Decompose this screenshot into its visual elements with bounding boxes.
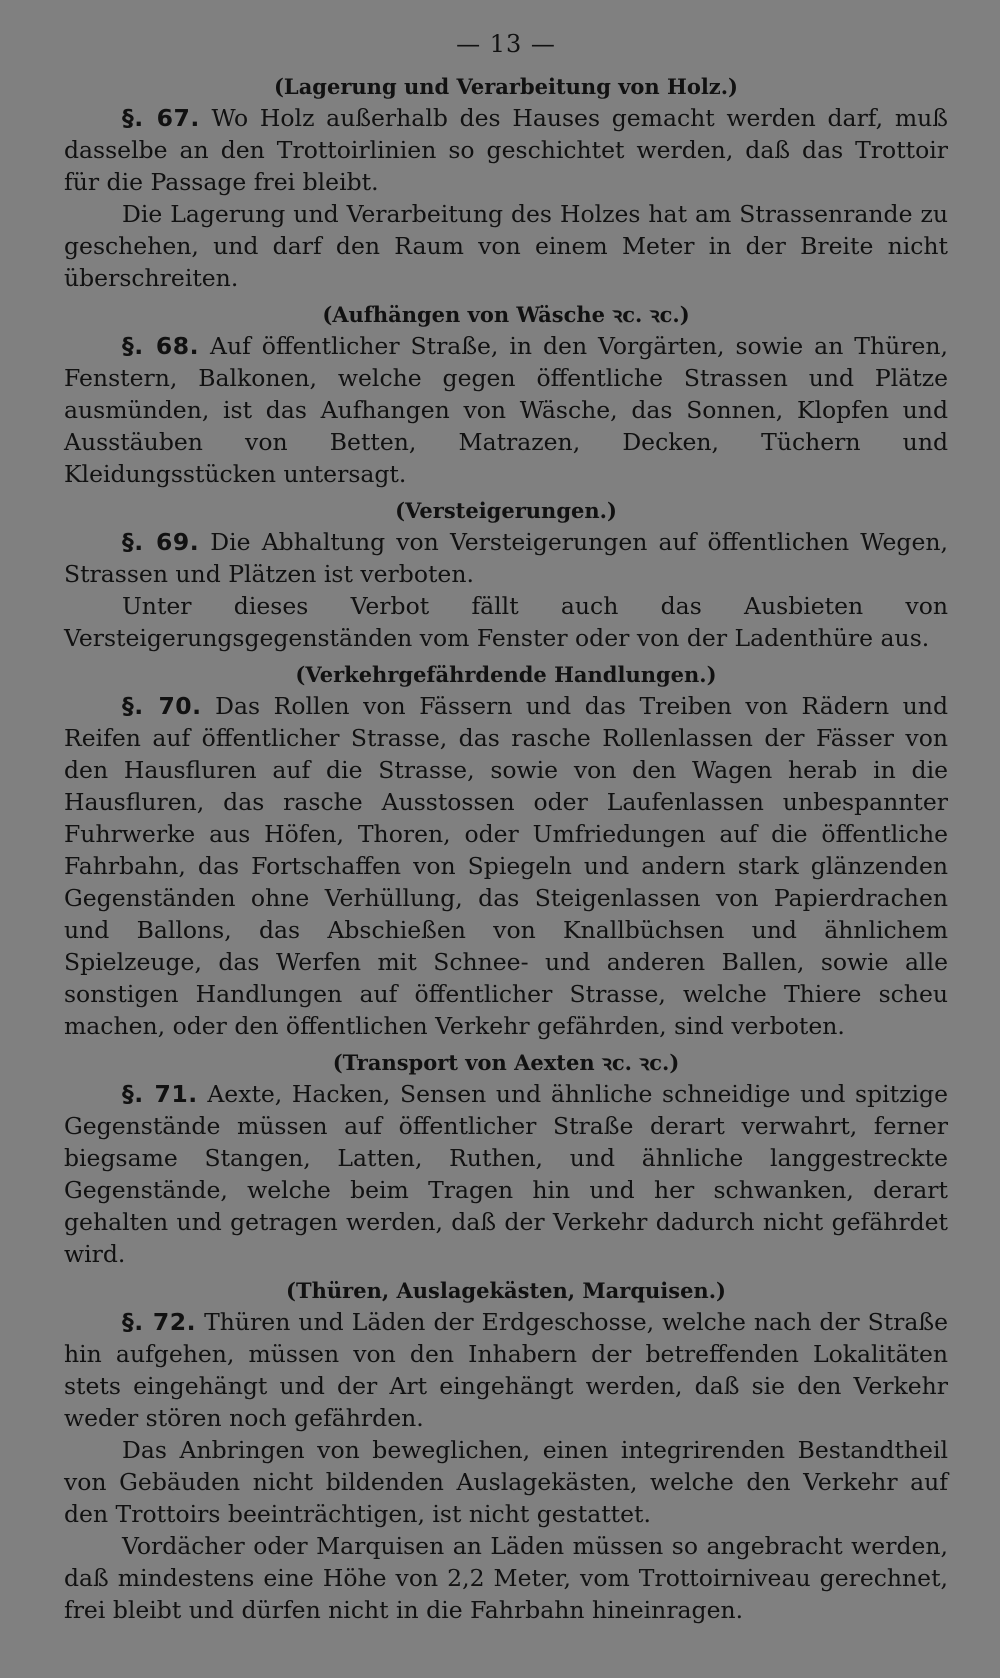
section-paragraph [64, 690, 948, 1042]
paragraph-text: Die Abhaltung von Versteigerungen auf öffentlichen Wegen, Strassen und Plätzen ist verboten. [64, 528, 948, 588]
section-69 [64, 496, 948, 654]
section-paragraph [64, 526, 948, 590]
paragraph-text: Wo Holz außerhalb des Hauses gemacht werden darf, muß dasselbe an den Trottoirlinien so geschichtet werden, daß das Trottoir für die Passage frei bleibt. [64, 104, 948, 196]
section-paragraph [64, 1306, 948, 1434]
paragraph-number: §. 70. [122, 692, 202, 720]
paragraph-text: Aexte, Hacken, Sensen und ähnliche schneidige und spitzige Gegenstände müssen auf öffentlicher Straße derart verwahrt, ferner biegsame Stangen, Latten, Ruthen, und ähnliche langgestreckte Gegenstände, welche beim Tragen hin und her schwanken, derart gehalten und getragen werden, daß der Verkehr dadurch nicht gefährdet wird. [64, 1080, 948, 1268]
section-heading: (Verkehrgefährdende Handlungen.) [295, 662, 717, 687]
section-paragraph [64, 1078, 948, 1270]
section-heading: (Lagerung und Verarbeitung von Holz.) [274, 74, 738, 99]
paragraph-number: §. 67. [122, 104, 200, 132]
section-72 [64, 1276, 948, 1626]
section-paragraph [64, 330, 948, 490]
section-paragraph: Die Lagerung und Verarbeitung des Holzes hat am Strassenrande zu geschehen, und darf den Raum von einem Meter in der Breite nicht überschreiten. [64, 200, 948, 292]
page-number: — 13 — [456, 30, 556, 58]
section-heading: (Aufhängen von Wäsche ꝛc. ꝛc.) [322, 302, 690, 327]
section-70 [64, 660, 948, 1042]
section-71 [64, 1048, 948, 1270]
section-paragraph: Das Anbringen von beweglichen, einen integrirenden Bestandtheil von Gebäuden nicht bildenden Auslagekästen, welche den Verkehr auf den Trottoirs beeinträchtigen, ist nicht gestattet. [64, 1436, 948, 1528]
paragraph-number: §. 72. [122, 1308, 197, 1336]
paragraph-number: §. 69. [122, 528, 200, 556]
section-paragraph: Unter dieses Verbot fällt auch das Ausbieten von Versteigerungsgegenständen vom Fenster oder von der Ladenthüre aus. [64, 592, 948, 652]
section-heading: (Versteigerungen.) [395, 498, 617, 523]
paragraph-text: Thüren und Läden der Erdgeschosse, welche nach der Straße hin aufgehen, müssen von den Inhabern der betreffenden Lokalitäten stets eingehängt und der Art eingehängt werden, daß sie den Verkehr weder stören noch gefährden. [64, 1308, 948, 1432]
section-paragraph: Vordächer oder Marquisen an Läden müssen so angebracht werden, daß mindestens eine Höhe von 2,2 Meter, vom Trottoirniveau gerechnet, frei bleibt und dürfen nicht in die Fahrbahn hineinragen. [64, 1532, 948, 1624]
section-heading: (Thüren, Auslagekästen, Marquisen.) [286, 1278, 726, 1303]
section-paragraph [64, 102, 948, 198]
paragraph-text: Das Rollen von Fässern und das Treiben von Rädern und Reifen auf öffentlicher Strasse, das rasche Rollenlassen der Fässer von den Hausfluren auf die Strasse, sowie von den Wagen herab in die Hausfluren, das rasche Ausstossen oder Laufenlassen unbespannter Fuhrwerke aus Höfen, Thoren, oder Umfriedungen auf die öffentliche Fahrbahn, das Fortschaffen von Spiegeln und andern stark glänzenden Gegenständen ohne Verhüllung, das Steigenlassen von Papierdrachen und Ballons, das Abschießen von Knallbüchsen und ähnlichem Spielzeuge, das Werfen mit Schnee- und anderen Ballen, sowie alle sonstigen Handlungen auf öffentlicher Strasse, welche Thiere scheu machen, oder den öffentlichen Verkehr gefährden, sind verboten. [64, 692, 948, 1040]
paragraph-number: §. 71. [122, 1080, 198, 1108]
paragraph-number: §. 68. [122, 332, 199, 360]
section-heading: (Transport von Aexten ꝛc. ꝛc.) [332, 1050, 680, 1075]
section-68 [64, 300, 948, 490]
paragraph-text: Auf öffentlicher Straße, in den Vorgärten, sowie an Thüren, Fenstern, Balkonen, welche gegen öffentliche Strassen und Plätze ausmünden, ist das Aufhangen von Wäsche, das Sonnen, Klopfen und Ausstäuben von Betten, Matrazen, Decken, Tüchern und Kleidungsstücken untersagt. [64, 332, 948, 488]
section-67 [64, 72, 948, 294]
